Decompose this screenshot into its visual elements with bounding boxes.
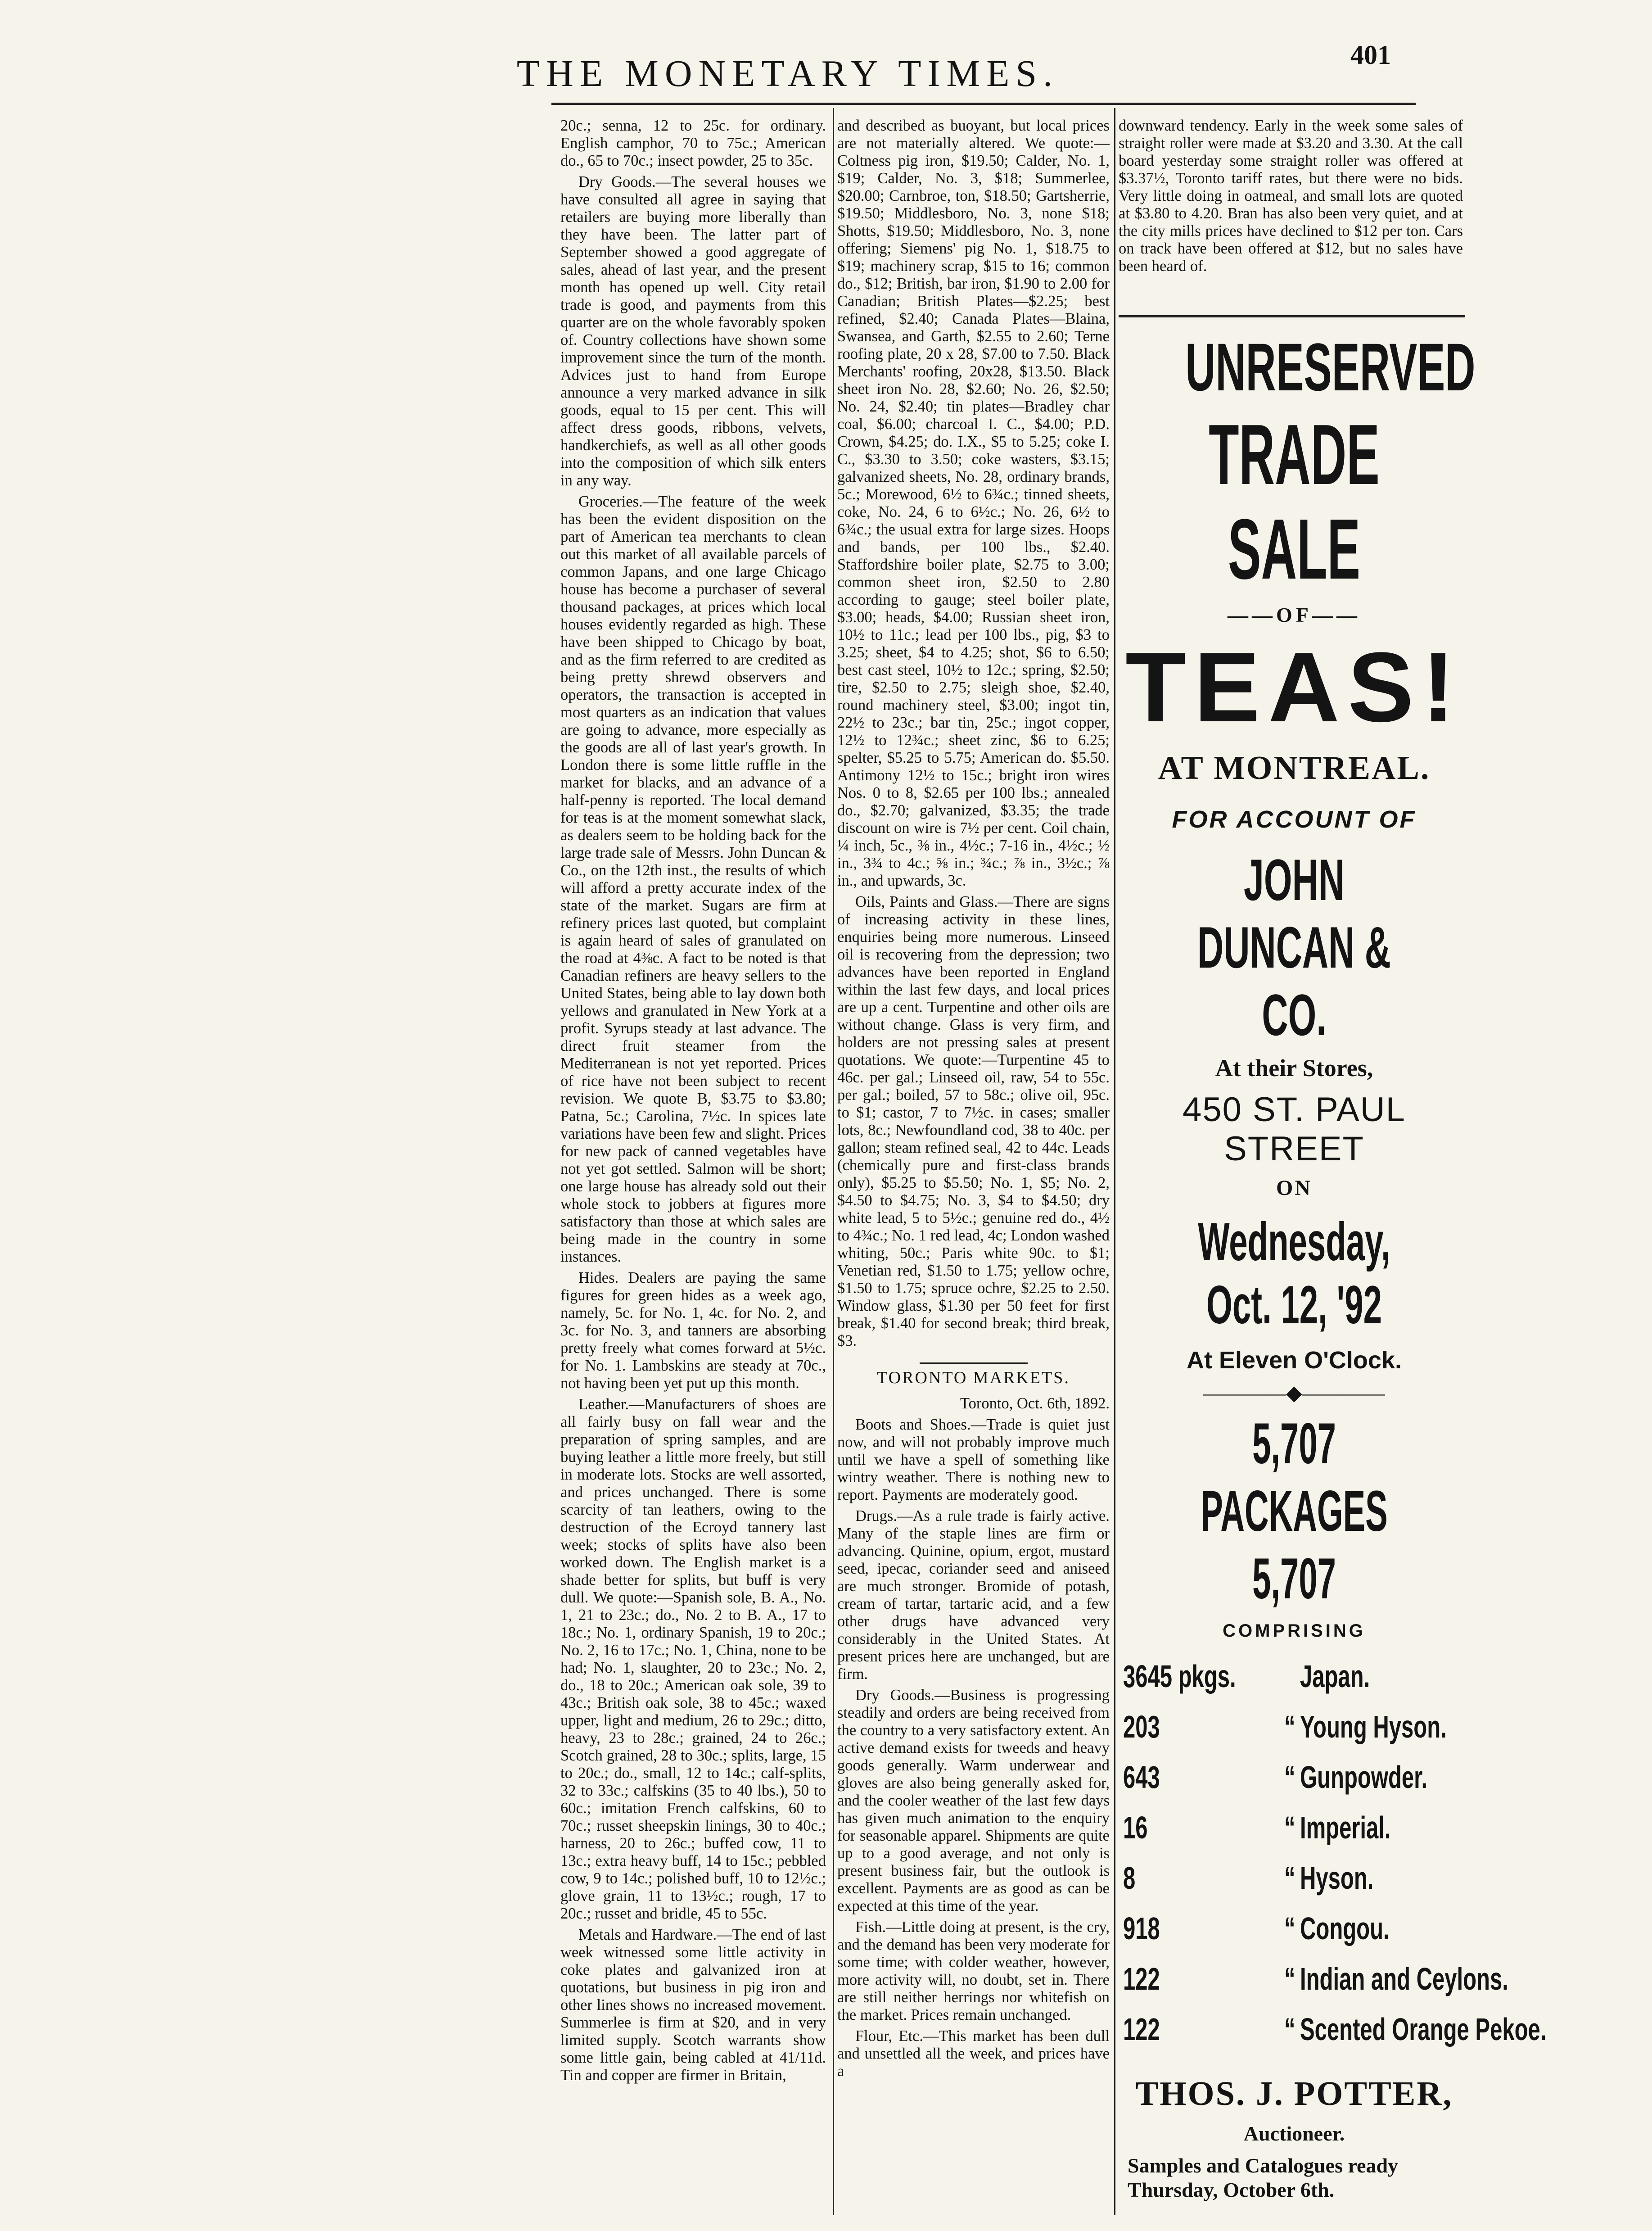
article-paragraph-leather: Leather.—Manufacturers of shoes are all fairly busy on fall wear and the preparation of spring samples, and are buying leather a little more freely, but still in moderate lots. Stocks are well assorted, and prices unchanged. There is some scarcity of tan leathers, owing to the destruction of the Ecroyd tannery last week; stocks of splits have also been worked down. The English market is a shade better for splits, but buff is very dull. We quote:—Spanish sole, B. A., No. 1, 21 to 23c.; do., No. 2 to B. A., 17 to 18c.; No. 1, ordinary Spanish, 19 to 20c.; No. 2, 16 to 17c.; No. 1, China, none to be had; No. 1, slaughter, 20 to 23c.; No. 2, do., 18 to 20c.; American oak sole, 39 to 43c.; British oak sole, 38 to 45c.; waxed upper, light and medium, 26 to 29c.; ditto, heavy, 23 to 28c.; grained, 24 to 26c.; Scotch grained, 28 to 30c.; splits, large, 15 to 20c.; do., small, 12 to 14c.; calf-splits, 32 to 33c.; calfskins (35 to 40 lbs.), 50 to 60c.; imitation French calfskins, 60 to 70c.; russet sheepskin linings, 30 to 40c.; harness, 20 to 26c.; buffed cow, 11 to 13c.; extra heavy buff, 14 to 15c.; pebbled cow, 9 to 14c.; polished buff, 10 to 12½c.; glove grain, 11 to 13½c.; rough, 17 to 20c.; russet and bridle, 45 to 55c. xyxy=(560,1396,826,1922)
page-number: 401 xyxy=(1350,40,1391,70)
column-1 xyxy=(560,117,826,2206)
ditto-mark-text: “ xyxy=(1284,1709,1295,1744)
tea-quantity-text: 8 xyxy=(1123,1860,1136,1896)
tea-variety xyxy=(1300,1651,1652,1702)
tea-variety-text: Imperial. xyxy=(1300,1810,1391,1845)
tea-quantity-text: 16 xyxy=(1123,1810,1148,1845)
ditto-mark-text: “ xyxy=(1284,1961,1295,1996)
tea-variety-text: Congou. xyxy=(1300,1911,1390,1946)
ditto-mark-text: “ xyxy=(1284,1911,1295,1946)
ditto-mark-text: “ xyxy=(1284,1860,1295,1896)
tea-variety-text: Hyson. xyxy=(1300,1860,1374,1896)
tea-list-row xyxy=(1119,1903,1652,1954)
tea-variety xyxy=(1300,1752,1652,1802)
ad-on: ON xyxy=(1276,1176,1312,1200)
ditto-mark xyxy=(1284,1954,1300,2004)
ad-for-account: FOR ACCOUNT OF xyxy=(1172,806,1417,833)
tea-variety xyxy=(1300,1954,1652,2004)
tea-quantity xyxy=(1119,2004,1284,2055)
ditto-mark-text: “ xyxy=(1284,2012,1295,2047)
column-2 xyxy=(837,117,1110,2206)
column-divider-1 xyxy=(833,108,834,2215)
article-paragraph: 20c.; senna, 12 to 25c. for ordinary. English camphor, 70 to 75c.; American do., 65 to 70c.; insect powder, 25 to 35c. xyxy=(560,117,826,169)
tea-quantity-text: 918 xyxy=(1123,1911,1160,1946)
ditto-mark-text: “ xyxy=(1284,1810,1295,1845)
tea-variety xyxy=(1300,1702,1652,1752)
tea-list-row xyxy=(1119,2004,1652,2055)
article-paragraph-drugs: Drugs.—As a rule trade is fairly active. Many of the staple lines are firm or advancing. Quinine, opium, ergot, mustard seed, ipecac, coriander seed and aniseed are much stronger. Bromide of potash, cream of tartar, tartaric acid, and a few other drugs have advanced very considerably in the United States. At present prices here are unchanged, but are firm. xyxy=(837,1507,1110,1683)
article-paragraph-hides: Hides. Dealers are paying the same figures for green hides as a week ago, namely, 5c. for No. 1, 4c. for No. 2, and 3c. for No. 3, and tanners are absorbing pretty freely what comes forward at 5½c. for No. 1. Lambskins are steady at 70c., not having been yet put up this month. xyxy=(560,1269,826,1392)
article-paragraph-fish: Fish.—Little doing at present, is the cry, and the demand has been very moderate for some time; with colder weather, however, more activity will, no doubt, set in. There are still neither herrings nor whitefish on the market. Prices remain unchanged. xyxy=(837,1919,1110,2023)
header-rule xyxy=(551,103,1416,105)
tea-quantity xyxy=(1119,1752,1284,1802)
article-paragraph-flour-cont: downward tendency. Early in the week some sales of straight roller were made at $3.20 and 3.30. At the call board yesterday some straight roller was offered at $3.37½, Toronto tariff rates, but there were no bids. Very little doing in oatmeal, and small lots are quoted at $3.80 to 4.20. Bran has also been very quiet, and at the city mills prices have declined to $12 per ton. Cars on track have been offered at $12, but no sales have been heard of. xyxy=(1119,117,1463,275)
ad-headline-unreserved: UNRESERVED xyxy=(1185,329,1476,405)
ditto-mark xyxy=(1284,1651,1300,1702)
adjacent-page-edge xyxy=(0,0,54,2231)
article-paragraph-boots: Boots and Shoes.—Trade is quiet just now, and will not probably improve much until we have a spell of something like wintry weather. There is nothing new to report. Payments are moderately good. xyxy=(837,1416,1110,1503)
ad-divider: ————◆———— xyxy=(1203,1381,1385,1404)
tea-list-row xyxy=(1119,1752,1652,1802)
tea-variety-text: Scented Orange Pekoe. xyxy=(1300,2012,1547,2047)
ad-comprising: COMPRISING xyxy=(1223,1621,1366,1641)
tea-quantity-text: 122 xyxy=(1123,2012,1160,2047)
tea-list-row xyxy=(1119,1802,1652,1853)
tea-quantity xyxy=(1119,1651,1284,1702)
ad-street-address: 450 ST. PAUL STREET xyxy=(1183,1091,1406,1168)
article-paragraph-groceries: Groceries.—The feature of the week has been the evident disposition on the part of American tea merchants to clean out this market of all available parcels of common Japans, and one large Chicago house has become a purchaser of several thousand packages, at prices which local houses evidently regarded as high. These have been shipped to Chicago by boat, and as the firm referred to are credited as being pretty shrewd observers and operators, the transaction is accepted in most quarters as an indication that values are going to advance, more especially as the goods are all of last year's growth. In London there is some little ruffle in the market for blacks, and an advance of a half-penny is reported. The local demand for teas is at the moment somewhat slack, as dealers seem to be holding back for the large trade sale of Messrs. John Duncan & Co., on the 12th inst., the results of which will afford a pretty accurate index of the state of the market. Sugars are firm at refinery prices last quoted, but complaint is again heard of sales of granulated on the road at 4⅜c. A fact to be noted is that Canadian refiners are heavy sellers to the United States, being able to lay down both yellows and granulated in New York at a profit. Syrups steady at last advance. The direct fruit steamer from the Mediterranean is not yet reported. Prices of rice have not been subject to recent revision. We quote B, $3.75 to $3.80; Patna, 5c.; Carolina, 7½c. In spices late variations have been few and slight. Prices for new pack of canned vegetables have not yet got settled. Salmon will be short; one large house has already sold out their whole stock to jobbers at figures more satisfactory than those at which sales are being made in the country in some instances. xyxy=(560,493,826,1265)
article-paragraph-dry-goods: Dry Goods.—The several houses we have consulted all agree in saying that retailers are buying more liberally than they have been. The latter part of September showed a good aggregate of sales, ahead of last year, and the present month has opened up well. City retail trade is good, and payments from this quarter are on the whole favorably spoken of. Country collections have shown some improvement since the turn of the month. Advices just to hand from Europe announce a very marked advance in silk goods, equal to 15 per cent. This will affect dress goods, ribbons, velvets, handkerchiefs, as well as all other goods into the composition of which silk enters in any way. xyxy=(560,173,826,489)
article-paragraph-dry-goods-toronto: Dry Goods.—Business is progressing steadily and orders are being received from the country to a very satisfactory extent. An active demand exists for tweeds and heavy goods generally. Warm underwear and gloves are also being generally asked for, and the cooler weather of the last few days has given much animation to the enquiry for seasonable apparel. Shipments are quite up to a good average, and not only is present business fair, but the outlook is excellent. Payments are as good as can be expected at this time of the year. xyxy=(837,1687,1110,1914)
article-paragraph-flour: Flour, Etc.—This market has been dull and unsettled all the week, and prices have a xyxy=(837,2027,1110,2080)
ad-location: AT MONTREAL. xyxy=(1158,750,1431,787)
article-paragraph-metals-cont: and described as buoyant, but local prices are not materially altered. We quote:—Coltness pig iron, $19.50; Calder, No. 1, $19; Calder, No. 3, $18; Summerlee, $20.00; Carnbroe, ton, $18.50; Gartsherrie, $19.50; Middlesboro, No. 3, none $18; Shotts, $19.50; Middlesboro, No. 3, none offering; Siemens' pig No. 1, $18.75 to $19; machinery scrap, $15 to 16; common do., $12; British, bar iron, $1.90 to 2.00 for Canadian; British Plates—$2.25; best refined, $2.40; Canada Plates—Blaina, Swansea, and Garth, $2.55 to 2.60; Terne roofing plate, 20 x 28, $7.00 to 7.50. Black Merchants' roofing, 20x28, $13.50. Black sheet iron No. 28, $2.60; No. 26, $2.50; No. 24, $2.40; tin plates—Bradley char coal, $6.00; charcoal I. C., $4.00; P.D. Crown, $4.25; do. I.X., $5 to 5.25; coke I. C., $3.30 to 3.50; coke wasters, $3.15; galvanized sheets, No. 28, ordinary brands, 5c.; Morewood, 6½ to 6¾c.; tinned sheets, coke, No. 24, 6 to 6½c.; No. 26, 6½ to 6¾c.; the usual extra for large sizes. Hoops and bands, per 100 lbs., $2.40. Staffordshire boiler plate, $2.75 to 3.00; common sheet iron, $2.50 to 2.80 according to gauge; steel boiler plate, $3.00; heads, $4.00; Russian sheet iron, 10½ to 11c.; lead per 100 lbs., pig, $3 to 3.25; sheet, $4 to 4.25; shot, $6 to 6.50; best cast steel, 10½ to 12c.; spring, $2.50; tire, $2.50 to 2.75; sleigh shoe, $2.40, round machinery steel, $3.00; ingot tin, 22½ to 23c.; bar tin, 25c.; ingot copper, 12½ to 12¾c.; sheet zinc, $6 to 6.25; spelter, $5.25 to 5.75; American do. $5.50. Antimony 12½ to 15c.; bright iron wires Nos. 0 to 8, $2.65 per 100 lbs.; annealed do., $2.70; galvanized, $3.35; the trade discount on wire is 7½ per cent. Coil chain, ¼ inch, 5c., ⅜ in., 4½c.; 7-16 in., 4½c.; ½ in., 3¾ to 4c.; ⅝ in.; ¾c.; ⅞ in., 3½c.; ⅞ in., and upwards, 3c. xyxy=(837,117,1110,889)
ad-package-count: 5,707 PACKAGES 5,707 xyxy=(1201,1412,1388,1611)
section-heading-toronto-markets xyxy=(837,1362,1110,1387)
ad-sale-time: At Eleven O'Clock. xyxy=(1187,1347,1402,1374)
ad-headline-trade-sale: TRADE SALE xyxy=(1209,407,1380,597)
tea-list-row xyxy=(1119,1853,1652,1903)
auctioneer-name: THOS. J. POTTER, xyxy=(1135,2075,1453,2113)
tea-variety xyxy=(1300,1802,1652,1853)
tea-package-list xyxy=(1119,1651,1652,2055)
tea-quantity xyxy=(1119,1853,1284,1903)
ditto-mark xyxy=(1284,1752,1300,1802)
tea-list-row xyxy=(1119,1702,1652,1752)
tea-variety-text: Young Hyson. xyxy=(1300,1709,1447,1744)
tea-variety xyxy=(1300,1903,1652,1954)
tea-quantity-text: 3645 pkgs. xyxy=(1123,1659,1236,1694)
tea-quantity-text: 203 xyxy=(1123,1709,1160,1744)
ad-headline-teas: TEAS! xyxy=(1125,632,1463,742)
tea-quantity xyxy=(1119,1954,1284,2004)
tea-variety-text: Indian and Ceylons. xyxy=(1300,1961,1508,1996)
masthead-title: THE MONETARY TIMES. xyxy=(516,53,1059,95)
tea-sale-advertisement xyxy=(1119,315,1547,2206)
tea-quantity-text: 643 xyxy=(1123,1760,1160,1795)
tea-quantity xyxy=(1119,1903,1284,1954)
tea-list-row xyxy=(1119,1651,1652,1702)
tea-variety-text: Gunpowder. xyxy=(1300,1760,1428,1795)
tea-quantity xyxy=(1119,1802,1284,1853)
ad-samples-note: Samples and Catalogues ready Thursday, October 6th. xyxy=(1128,2154,1399,2201)
ad-of-text: OF xyxy=(1276,603,1312,626)
tea-quantity-text: 122 xyxy=(1123,1961,1160,1996)
article-paragraph-metals: Metals and Hardware.—The end of last week witnessed some little activity in coke plates and galvanized iron at quotations, but business in pig iron and other lines shows no increased movement. Summerlee is firm at $20, and in very limited supply. Scotch warrants show some little gain, being cabled at 41/11d. Tin and copper are firmer in Britain, xyxy=(560,1926,826,2084)
tea-quantity xyxy=(1119,1702,1284,1752)
dateline: Toronto, Oct. 6th, 1892. xyxy=(960,1395,1110,1412)
tea-variety-text: Japan. xyxy=(1300,1659,1370,1694)
tea-variety xyxy=(1300,1853,1652,1903)
ad-top-rule xyxy=(1119,315,1465,317)
ad-firm-name: JOHN DUNCAN & CO. xyxy=(1197,847,1391,1048)
column-divider-2 xyxy=(1114,108,1115,2215)
heading-rule xyxy=(920,1362,1028,1364)
ditto-mark xyxy=(1284,2004,1300,2055)
tea-list-row xyxy=(1119,1954,1652,2004)
ditto-mark xyxy=(1284,1802,1300,1853)
section-heading-text: TORONTO MARKETS. xyxy=(877,1368,1070,1387)
auctioneer-title: Auctioneer. xyxy=(1243,2122,1345,2145)
ditto-mark-text: “ xyxy=(1284,1760,1295,1795)
ad-sale-date: Wednesday, Oct. 12, '92 xyxy=(1198,1212,1390,1335)
ditto-mark xyxy=(1284,1853,1300,1903)
ditto-mark xyxy=(1284,1903,1300,1954)
ad-of: ——OF—— xyxy=(1228,603,1361,626)
article-paragraph-oils: Oils, Paints and Glass.—There are signs of increasing activity in these lines, enquiries being more numerous. Linseed oil is recovering from the depression; two advances have been reported in England within the last few days, and local prices are up a cent. Turpentine and other oils are without change. Glass is very firm, and holders are not pressing sales at present quotations. We quote:—Turpentine 45 to 46c. per gal.; Linseed oil, raw, 54 to 55c. per gal.; boiled, 57 to 58c.; olive oil, 95c. to $1; castor, 7 to 7½c. in cases; smaller lots, 8c.; Newfoundland cod, 38 to 40c. per gallon; steam refined seal, 42 to 44c. Leads (chemically pure and first-class brands only), $5.25 to $5.50; No. 1, $5; No. 2, $4.50 to $4.75; No. 3, $4 to $4.50; dry white lead, 5 to 5½c.; genuine red do., 4½ to 4¾c.; No. 1 red lead, 4c; London washed whiting, 50c.; Paris white 90c. to $1; Venetian red, $1.50 to 1.75; yellow ochre, $1.50 to 1.75; spruce ochre, $2.25 to 2.50. Window glass, $1.30 per 50 feet for first break, $1.40 for second break; third break, $3. xyxy=(837,893,1110,1349)
ad-stores: At their Stores, xyxy=(1215,1054,1373,1082)
ditto-mark xyxy=(1284,1702,1300,1752)
column-3-text xyxy=(1119,117,1463,306)
tea-variety xyxy=(1300,2004,1652,2055)
